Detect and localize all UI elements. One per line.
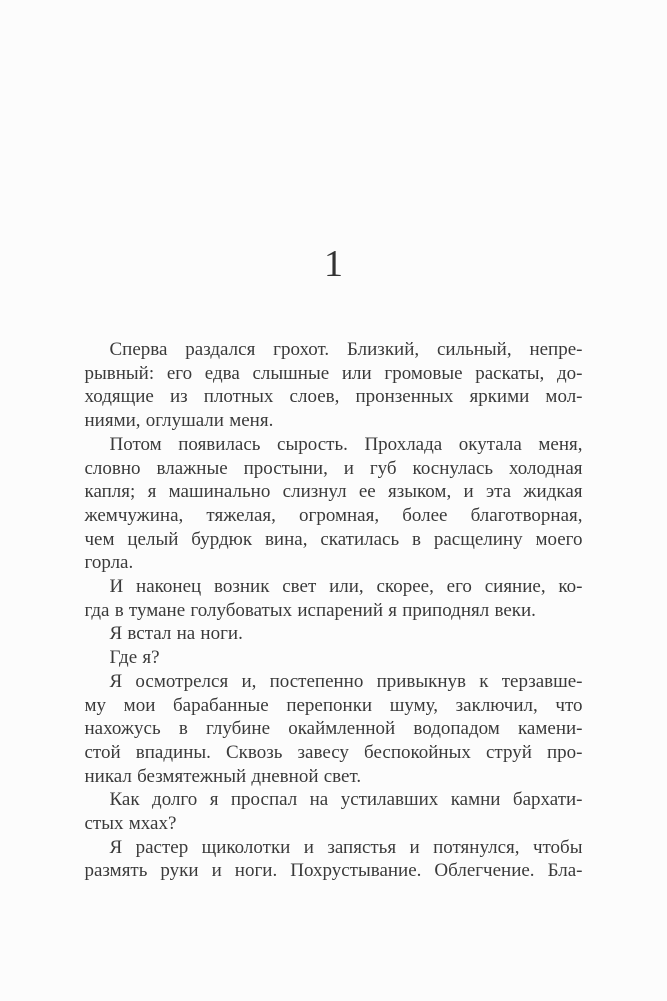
text-line: словно влажные простыни, и губ коснулась холодная xyxy=(84,457,583,479)
text-line: чем целый бурдюк вина, скатилась в расщелину моего xyxy=(84,528,583,550)
text-line: капля; я машинально слизнул ее языком, и эта жидкая xyxy=(84,481,583,503)
text-line: жемчужина, тяжелая, огромная, более благотворная, xyxy=(84,504,583,526)
chapter-number: 1 xyxy=(324,243,343,285)
paragraph xyxy=(85,646,583,670)
text-line: никал безмятежный дневной свет. xyxy=(84,765,362,787)
text-block xyxy=(85,0,583,883)
paragraph xyxy=(85,788,583,835)
text-line: размять руки и ноги. Похрустывание. Облегчение. Бла- xyxy=(84,860,583,882)
text-line: стой впадины. Сквозь завесу беспокойных струй про- xyxy=(84,741,583,763)
text-line: Потом появилась сырость. Прохлада окутала меня, xyxy=(109,433,583,455)
paragraph xyxy=(85,338,583,433)
text-line: Сперва раздался грохот. Близкий, сильный, непре- xyxy=(109,339,583,360)
paragraph xyxy=(85,836,583,883)
text-line: Я осмотрелся и, постепенно привыкнув к терзавше- xyxy=(109,670,583,692)
text-line: рывный: его едва слышные или громовые раскаты, до- xyxy=(84,362,583,384)
text-line: гда в тумане голубоватых испарений я приподнял веки. xyxy=(84,599,536,621)
text-line: Я растер щиколотки и запястья и потянулся, чтобы xyxy=(109,836,583,858)
text-line: Я встал на ноги. xyxy=(109,623,243,645)
text-line: нахожусь в глубине окаймленной водопадом камени- xyxy=(84,718,583,740)
text-line: ходящие из плотных слоев, пронзенных яркими мол- xyxy=(84,386,583,408)
text-line: ниями, оглушали меня. xyxy=(84,410,274,432)
text-line: Где я? xyxy=(109,647,160,669)
text-line: стых мхах? xyxy=(84,813,177,835)
text-line: И наконец возник свет или, скорее, его сияние, ко- xyxy=(109,576,583,598)
paragraph xyxy=(85,575,583,622)
paragraph xyxy=(85,433,583,575)
paragraph xyxy=(85,622,583,646)
paragraph xyxy=(85,670,583,789)
text-line: горла. xyxy=(84,552,134,574)
text-line: му мои барабанные перепонки шуму, заключил, что xyxy=(84,694,583,716)
text-line: Как долго я проспал на устилавших камни бархати- xyxy=(109,789,583,811)
